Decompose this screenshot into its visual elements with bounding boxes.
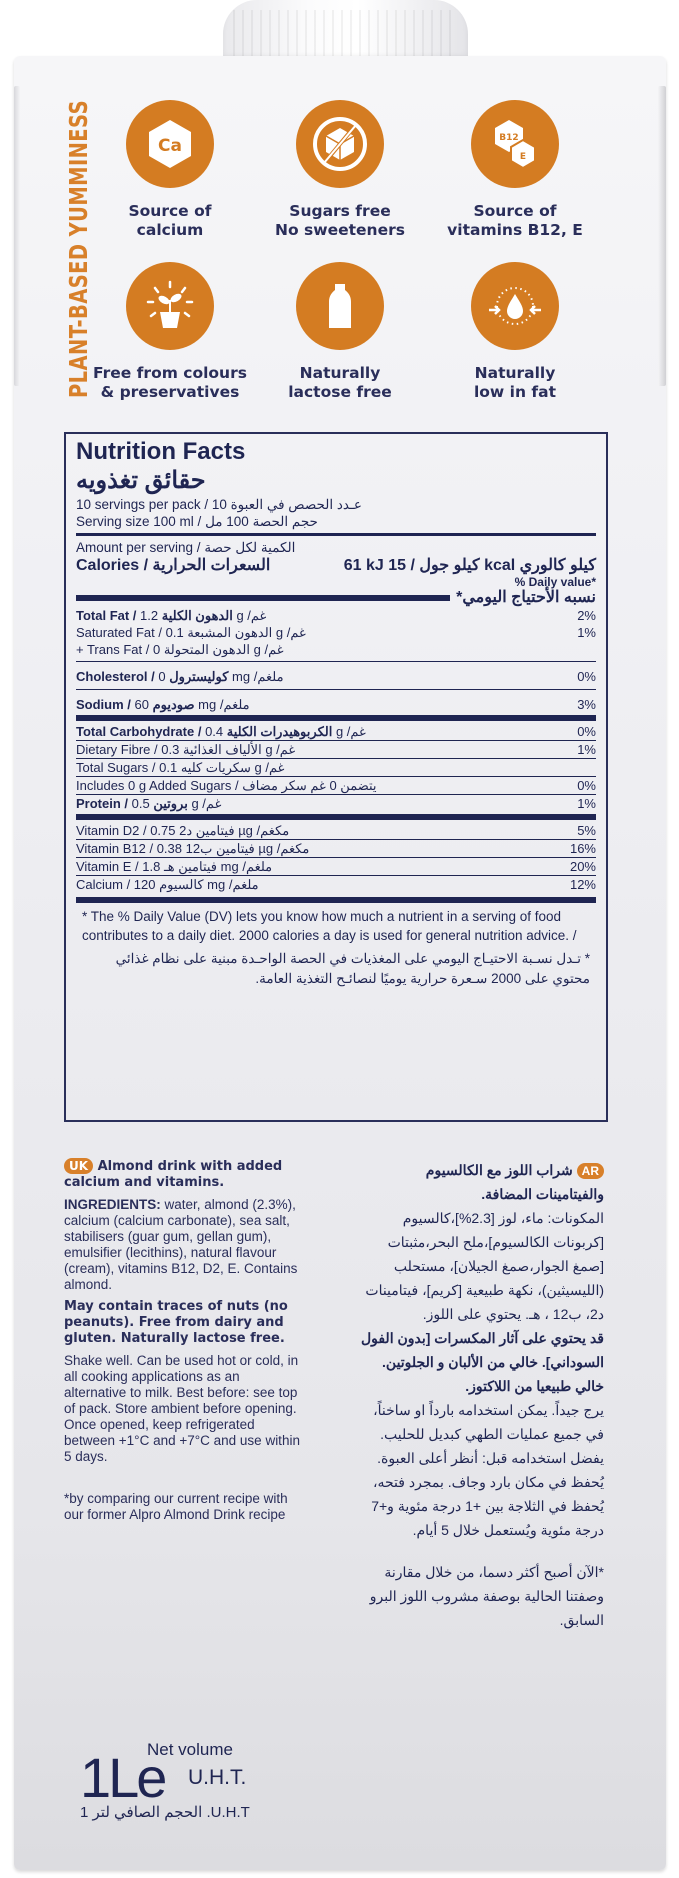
svg-text:E: E bbox=[519, 152, 527, 162]
usage-storage-info: Shake well. Can be used hot or cold, in all cooking applications as an alternative to milk. Best before: see top of pack. Store ambient before opening. Once opened, keep refrigerated between +1°C and +7°C and use within 5 days. bbox=[64, 1353, 300, 1464]
product-description-arabic: شراب اللوز مع الكالسيوم والفيتامينات المضافة. bbox=[425, 1162, 604, 1202]
calories-row bbox=[76, 556, 596, 576]
arabic-info-column bbox=[356, 1158, 604, 1632]
milk-bottle-icon bbox=[296, 262, 384, 350]
benefit-label: Source of vitamins B12, E bbox=[447, 202, 583, 239]
servings-per-pack: 10 servings per pack / 10 عـدد الحصص في العبوة bbox=[76, 497, 362, 512]
nutrition-title: Nutrition Facts bbox=[76, 438, 246, 465]
benefit-calcium bbox=[80, 100, 260, 240]
svg-text:B12: B12 bbox=[499, 133, 519, 143]
serving-size: Serving size 100 ml / حجم الحصة 100 مل bbox=[76, 514, 318, 529]
divider bbox=[76, 661, 596, 662]
plant-pot-icon bbox=[126, 262, 214, 350]
allergen-info: May contain traces of nuts (no peanuts). Free from dairy and gluten. Naturally lactose free. bbox=[64, 1299, 288, 1346]
benefit-label: Naturally low in fat bbox=[473, 364, 557, 401]
nutrient-row-cholesterol: Cholesterol / كوليسترول 0 mg /ملغم 0% bbox=[76, 669, 596, 684]
calories-label: Calories / السعرات الحرارية bbox=[76, 557, 271, 574]
net-volume-label: Net volume bbox=[147, 1740, 233, 1759]
daily-value-footnote: * The % Daily Value (DV) lets you know how much a nutrient in a serving of food contributes to a daily diet. 2000 calories a day is used for general nutrition advice. / bbox=[82, 909, 577, 943]
nutrition-facts-panel bbox=[64, 432, 608, 1122]
ingredients-text-arabic: المكونات: ماء، لوز [2.3%]،كالسيوم [كربونات الكالسيوم]،ملح البحر،مثبتات [صمغ الجوار،صمغ الجيلان]، مستحلب (الليسيثين)، نكهة طبيعية [كريم]، فيتامينات د2، ب12 ، هـ. يحتوي على اللوز. bbox=[365, 1210, 604, 1322]
ingredients-text: water, almond (2.3%), calcium (calcium carbonate), sea salt, stabilisers (guar gum, gellan gum), emulsifier (lecithins), natural flavour (cream), vitamins B12, D2, E. Contains almond. bbox=[64, 1197, 298, 1292]
nutrient-row-total-fat: Total Fat / الدهون الكلية 1.2 g /غم 2% bbox=[76, 608, 596, 623]
usage-storage-info-arabic: يرج جيداً. يمكن استخدامه بارداً او ساخناً، في جميع عمليات الطهي كبديل للحليب. يفضل استخدامه قبل: أنظر أعلى العبوة. يُحفظ في مكان بارد وجاف. بمجرد فتحه، يُحفظ في الثلاجة بين +1 درجة مئوية و+7 درجة مئوية ويُستعمل خلال 5 أيام. bbox=[371, 1402, 604, 1538]
carton-cap bbox=[223, 0, 468, 60]
nutrient-row-dietary-fibre: Dietary Fibre / الألياف الغذائية 0.3 g /غم 1% bbox=[76, 742, 596, 757]
nutrient-row-trans-fat: + Trans Fat / الدهون المتحولة 0 g /غم bbox=[76, 642, 284, 657]
benefit-low-fat bbox=[425, 262, 605, 402]
svg-text:Ca: Ca bbox=[158, 136, 182, 156]
fat-drop-icon bbox=[471, 262, 559, 350]
nutrient-row-total-sugars: Total Sugars / سكريات كليه 0.1 g /غم bbox=[76, 760, 285, 775]
cap-ridges bbox=[233, 10, 458, 60]
nutrient-row-protein: Protein / بروتين 0.5 g /غم 1% bbox=[76, 796, 596, 811]
daily-value-footnote-arabic: * تـدل نسـبة الاحتيـاج اليومي على المغذيات في الحصة الواحـدة مبنية على نظام غذائي محتوي على 2000 سـعرة حرارية يوميًا لنصائـح التغذية العامة. bbox=[115, 951, 590, 986]
nutrient-row-vitamin-d2: Vitamin D2 / فيتامين د2 0.75 µg /مكغم 5% bbox=[76, 823, 596, 838]
daily-value-label: % Daily value* bbox=[514, 575, 596, 589]
recipe-footnote: *by comparing our current recipe with our former Alpro Almond Drink recipe bbox=[64, 1491, 288, 1522]
calories-value: 61 kJ كيلو جول / 15 kcal كيلو كالوري bbox=[343, 557, 596, 574]
daily-value-label-arabic: *نسبه الأحتياج اليومي bbox=[76, 589, 596, 607]
carton-right-fold bbox=[658, 86, 666, 386]
calcium-hexagon-icon bbox=[126, 100, 214, 188]
benefit-label: Source of calcium bbox=[128, 202, 212, 239]
benefit-label: Free from colours & preservatives bbox=[93, 364, 247, 401]
divider bbox=[76, 897, 596, 903]
nutrient-row-vitamin-b12: Vitamin B12 / فيتامين ب12 0.38 µg /مكغم 16% bbox=[76, 841, 596, 856]
net-volume-arabic: U.H.T. الحجم الصافي لتر 1 bbox=[80, 1804, 250, 1821]
side-title: PLANT-BASED YUMMINESS bbox=[64, 99, 93, 399]
nutrient-row-added-sugars: Includes 0 g Added Sugars / يتضمن 0 غم سكر مضاف 0% bbox=[76, 778, 596, 793]
english-info-column bbox=[64, 1158, 300, 1529]
divider bbox=[76, 595, 450, 601]
nutrient-row-calcium: Calcium / كالسيوم 120 mg /ملغم 12% bbox=[76, 877, 596, 892]
benefit-lactose-free bbox=[250, 262, 430, 402]
recipe-footnote-arabic: *الآن أصبح أكثر دسما، من خلال مقارنة وصفتنا الحالية بوصفة مشروب اللوز البرو السابق. bbox=[369, 1564, 604, 1628]
product-description: Almond drink with added calcium and vitamins. bbox=[64, 1159, 283, 1190]
benefit-label: Sugars free No sweeteners bbox=[275, 202, 405, 239]
nutrient-row-saturated-fat: Saturated Fat / الدهون المشبعة 0.1 g /غم 1% bbox=[76, 625, 596, 640]
nutrient-row-sodium: Sodium / صوديوم 60 mg /ملغم 3% bbox=[76, 697, 596, 712]
nutrient-row-vitamin-e: Vitamin E / فيتامين هـ 1.8 mg /ملغم 20% bbox=[76, 859, 596, 874]
benefit-no-colours bbox=[80, 262, 260, 402]
divider bbox=[76, 715, 596, 721]
net-volume-value: 1Le bbox=[80, 1746, 165, 1809]
nutrition-title-arabic: حقائق تغذويه bbox=[76, 467, 206, 494]
divider bbox=[76, 689, 596, 690]
benefit-sugars-free bbox=[250, 100, 430, 240]
amount-per-serving: Amount per serving / الكمية لكل حصة bbox=[76, 540, 296, 555]
benefit-label: Naturally lactose free bbox=[288, 364, 392, 401]
carton-left-fold bbox=[14, 86, 20, 386]
divider bbox=[76, 533, 596, 536]
uht-label: U.H.T. bbox=[188, 1766, 247, 1789]
nutrient-row-total-carbohydrate: Total Carbohydrate / الكربوهيدرات الكلية 0.4 g /غم 0% bbox=[76, 724, 596, 739]
divider bbox=[76, 814, 596, 820]
no-sugar-cube-icon bbox=[296, 100, 384, 188]
vitamin-b12-e-icon bbox=[471, 100, 559, 188]
ingredients-label: INGREDIENTS: bbox=[64, 1197, 161, 1212]
lang-badge-uk: UK bbox=[64, 1158, 93, 1174]
lang-badge-ar: AR bbox=[577, 1163, 604, 1179]
benefit-vitamins bbox=[425, 100, 605, 240]
allergen-info-arabic: قد يحتوي على آثار المكسرات [بدون الفول السوداني]. خالي من الألبان و الجلوتين. خالي طبيعيا من اللاكتوز. bbox=[360, 1330, 604, 1394]
